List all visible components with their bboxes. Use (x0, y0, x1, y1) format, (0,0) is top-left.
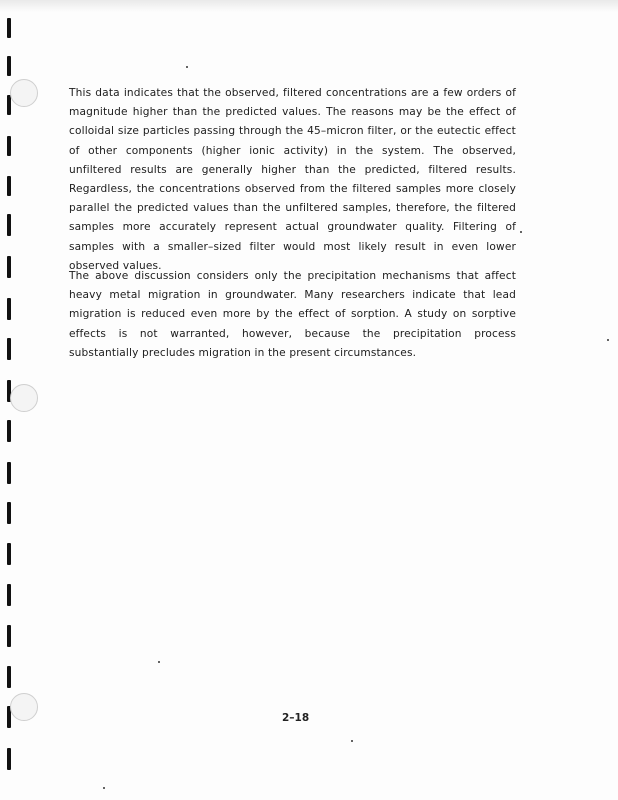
binding-mark (7, 298, 11, 320)
binding-mark (7, 748, 11, 770)
binding-mark (7, 462, 11, 484)
scan-speck (158, 661, 160, 663)
binding-mark (7, 502, 11, 524)
page-number: 2–18 (282, 712, 310, 724)
scan-top-edge (0, 0, 618, 12)
binding-mark (7, 338, 11, 360)
scan-speck (186, 66, 188, 68)
binding-mark (7, 136, 11, 156)
binding-mark (7, 214, 11, 236)
body-paragraph: This data indicates that the observed, filtered concentrations are a few orders of magnitude higher than the predicted values. The reasons may be the effect of colloidal size particles passing through the 45–micron filter, or the eutectic effect of other components (higher ionic activity) in the system. The observed, unfiltered results are generally higher than the predicted, filtered results. Regardless, the concentrations observed from the filtered samples more closely parallel the predicted values than the unfiltered samples, therefore, the filtered samples more accurately represent actual groundwater quality. Filtering of samples with a smaller–sized filter would most likely result in even lower observed values. (69, 87, 516, 272)
binding-mark (7, 584, 11, 606)
binding-mark (7, 256, 11, 278)
binding-mark (7, 543, 11, 565)
binding-mark (7, 420, 11, 442)
punch-hole (10, 79, 38, 107)
binding-mark (7, 625, 11, 647)
binding-mark (7, 18, 11, 38)
scan-speck (607, 339, 609, 341)
scan-speck (351, 740, 353, 742)
scan-speck (103, 787, 105, 789)
binding-mark (7, 176, 11, 196)
punch-hole (10, 693, 38, 721)
scan-speck (520, 231, 522, 233)
body-paragraph: The above discussion considers only the precipitation mechanisms that affect heavy metal migration in groundwater. Many researchers indicate that lead migration is reduced even more by the effect of sorption. A study on sorptive effects is not warranted, however, because the precipitation process substantially precludes migration in the present circumstances. (69, 270, 516, 359)
punch-hole (10, 384, 38, 412)
binding-mark (7, 666, 11, 688)
binding-mark (7, 56, 11, 76)
